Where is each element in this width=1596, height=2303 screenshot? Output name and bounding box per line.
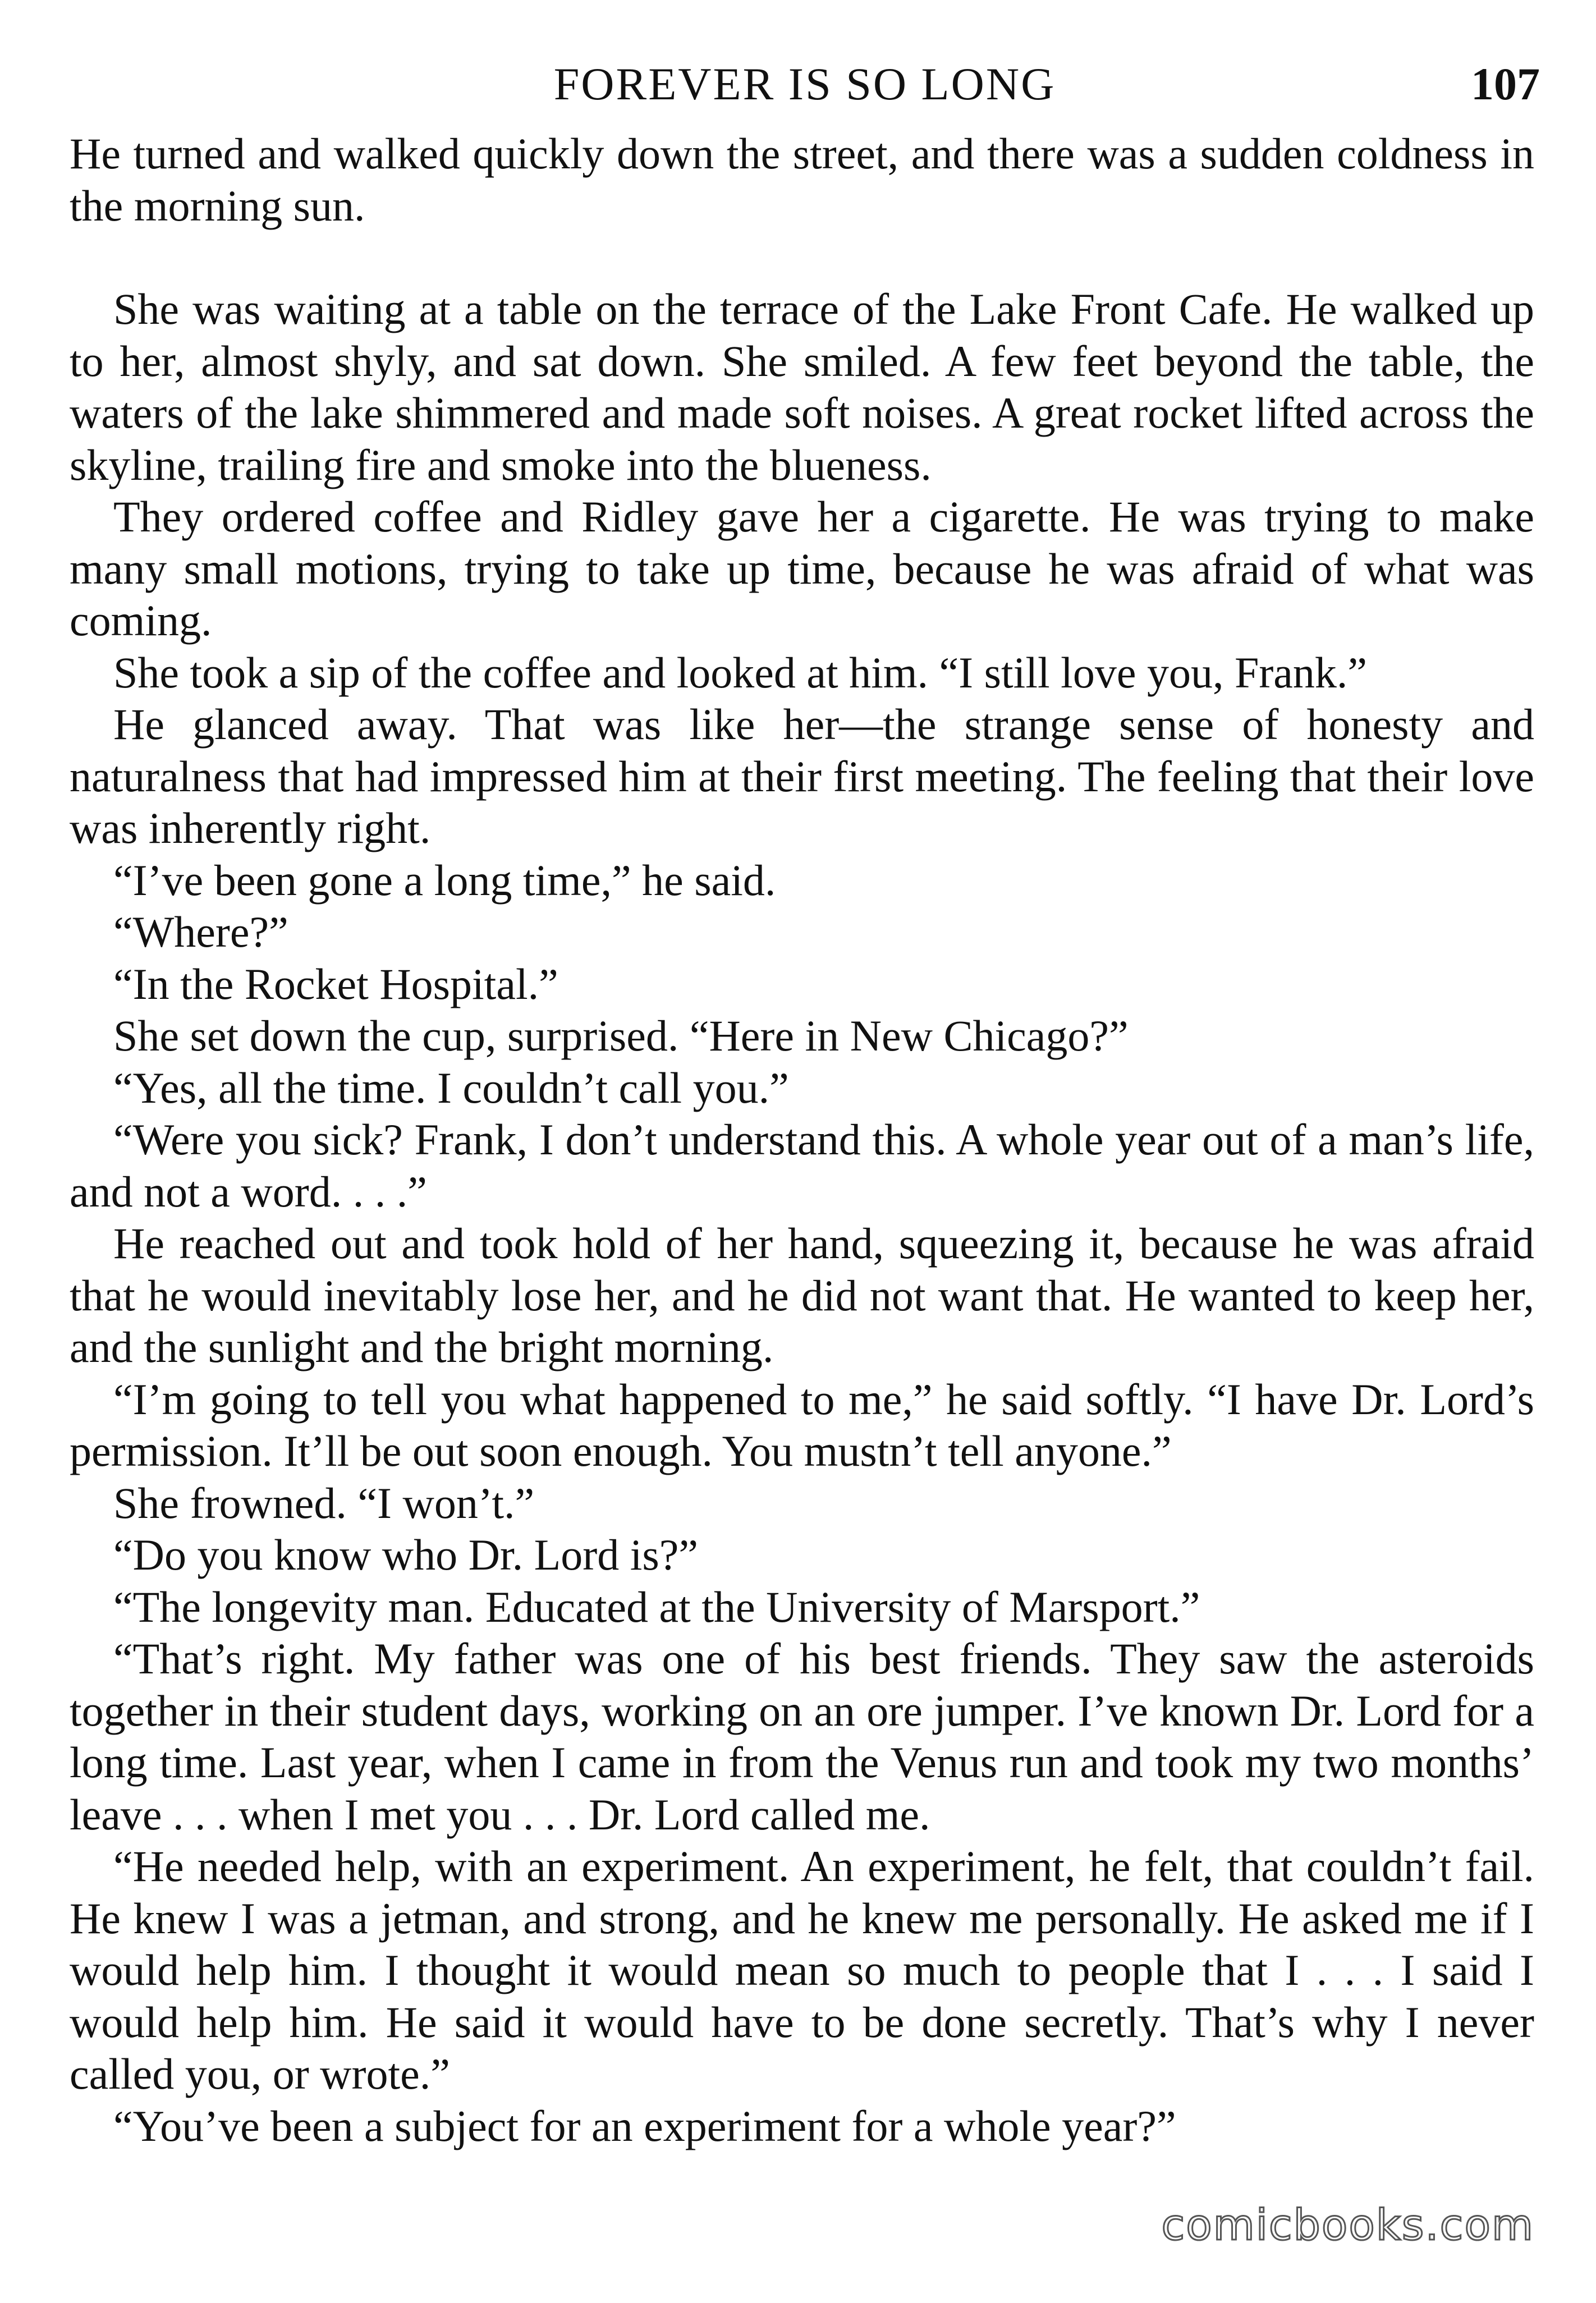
running-header (70, 53, 1540, 115)
watermark: comicbooks.com (1161, 2200, 1534, 2250)
paragraph: “I’ve been gone a long time,” he said. (113, 855, 776, 905)
paragraph: They ordered coffee and Ridley gave her a cigarette. He was trying to make many small motions, trying to take up time, because he was afraid of what was coming. (70, 492, 1534, 645)
paragraph: “You’ve been a subject for an experiment for a whole year?” (113, 2101, 1176, 2150)
paragraph: He glanced away. That was like her—the strange sense of honesty and naturalness that had impressed him at their first meeting. The feeling that their love was inherently right. (70, 700, 1534, 852)
running-title: FOREVER IS SO LONG (553, 58, 1056, 109)
paragraph: She took a sip of the coffee and looked at him. “I still love you, Frank.” (113, 648, 1368, 697)
paragraph: She set down the cup, surprised. “Here in New Chicago?” (113, 1011, 1129, 1060)
paragraph: “Yes, all the time. I couldn’t call you.” (113, 1063, 789, 1112)
body-text (70, 128, 1534, 2152)
paragraph: “He needed help, with an experiment. An experiment, he felt, that couldn’t fail. He knew I was a jetman, and strong, and he knew me personally. He asked me if I would help him. I thought it would mean so much to people that I . . . I said I would help him. He said it would have to be done secretly. That’s why I never called you, or wrote.” (70, 1842, 1534, 2098)
paragraph: “The longevity man. Educated at the University of Marsport.” (113, 1582, 1200, 1631)
paragraph: He reached out and took hold of her hand, squeezing it, because he was afraid that he would inevitably lose her, and he did not want that. He wanted to keep her, and the sunlight and the bright morning. (70, 1219, 1534, 1371)
page-number: 107 (1471, 58, 1540, 109)
paragraph: “Do you know who Dr. Lord is?” (113, 1530, 698, 1579)
paragraph: “Where?” (113, 907, 288, 956)
paragraph: “In the Rocket Hospital.” (113, 959, 558, 1008)
paragraph: “I’m going to tell you what happened to me,” he said softly. “I have Dr. Lord’s permission. It’ll be out soon enough. You mustn’t tell anyone.” (70, 1374, 1534, 1475)
paragraph: “Were you sick? Frank, I don’t understand this. A whole year out of a man’s life, and not a word. . . .” (70, 1115, 1534, 1216)
paragraph: She frowned. “I won’t.” (113, 1478, 535, 1527)
paragraph: She was waiting at a table on the terrace of the Lake Front Cafe. He walked up to her, almost shyly, and sat down. She smiled. A few feet beyond the table, the waters of the lake shimmered and made soft noises. A great rocket lifted across the skyline, trailing fire and smoke into the blueness. (70, 285, 1534, 489)
paragraph: He turned and walked quickly down the street, and there was a sudden coldness in the morning sun. (70, 129, 1534, 230)
paragraph: “That’s right. My father was one of his best friends. They saw the asteroids together in their student days, working on an ore jumper. I’ve known Dr. Lord for a long time. Last year, when I came in from the Venus run and took my two months’ leave . . . when I met you . . . Dr. Lord called me. (70, 1634, 1534, 1839)
